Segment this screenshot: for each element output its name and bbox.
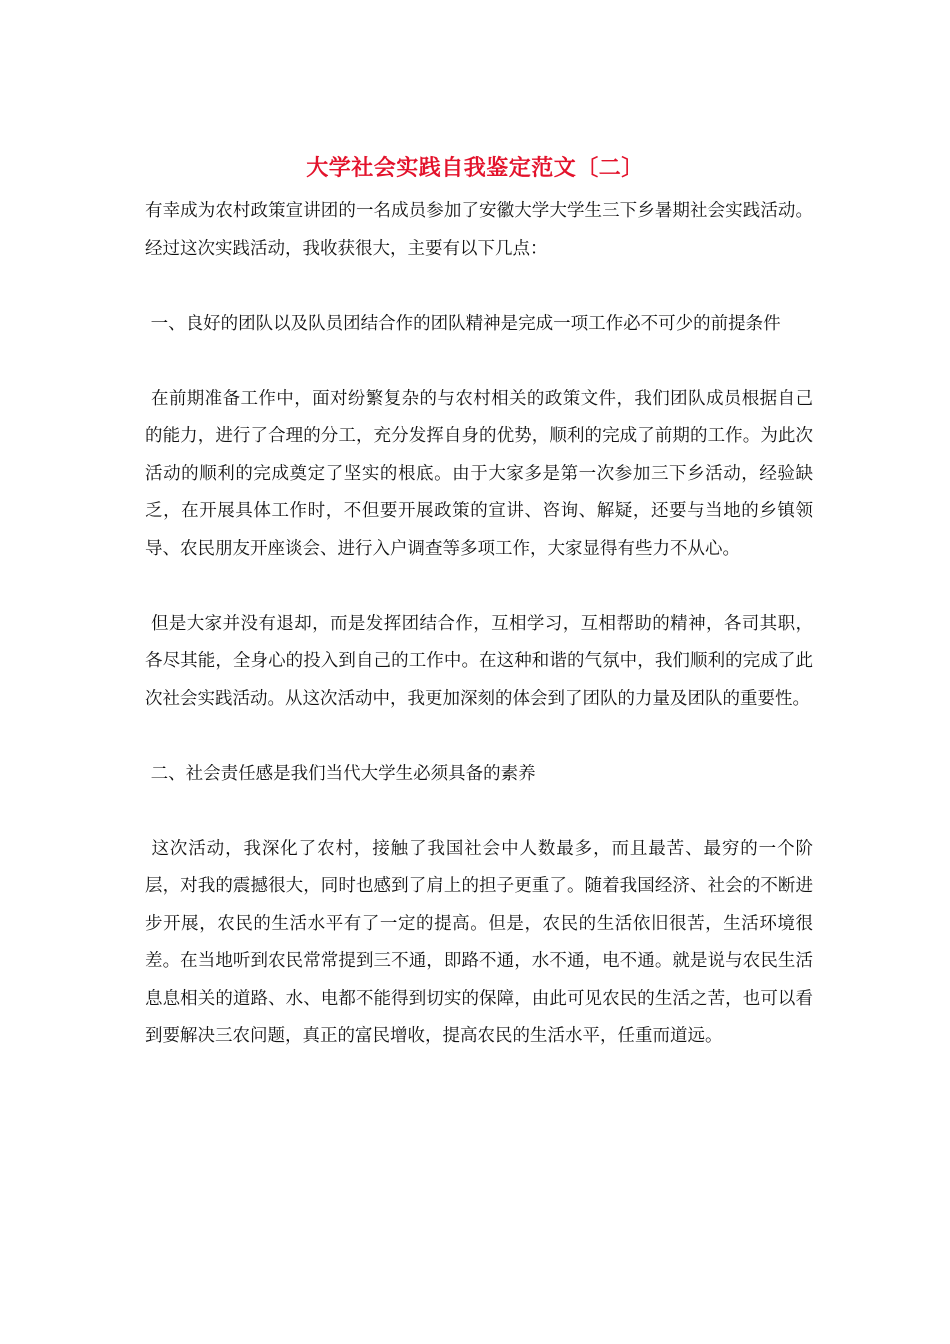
heading-section-two: 二、社会责任感是我们当代大学生必须具备的素养 bbox=[145, 763, 536, 784]
paragraph-gap bbox=[145, 343, 813, 381]
paragraph-preparation: 在前期准备工作中，面对纷繁复杂的与农村相关的政策文件，我们团队成员根据自己的能力，进行了合理的分工，充分发挥自身的优势，顺利的完成了前期的工作。为此次活动的顺利的完成奠定了坚实的根底。由于大家多是第一次参加三下乡活动，经验缺乏，在开展具体工作时，不但要开展政策的宣讲、咨询、解疑，还要与当地的乡镇领导、农民朋友开座谈会、进行入户调查等多项工作，大家显得有些力不从心。 bbox=[145, 388, 813, 559]
paragraph-teamwork: 但是大家并没有退却，而是发挥团结合作，互相学习，互相帮助的精神，各司其职，各尽其能，全身心的投入到自己的工作中。在这种和谐的气氛中，我们顺利的完成了此次社会实践活动。从这次活动中，我更加深刻的体会到了团队的力量及团队的重要性。 bbox=[145, 613, 813, 709]
paragraph-intro: 有幸成为农村政策宣讲团的一名成员参加了安徽大学大学生三下乡暑期社会实践活动。经过这次实践活动，我收获很大，主要有以下几点： bbox=[145, 201, 813, 259]
paragraph-gap bbox=[145, 718, 813, 756]
paragraph-gap bbox=[145, 268, 813, 306]
paragraph-gap bbox=[145, 568, 813, 606]
paragraph-gap bbox=[145, 793, 813, 831]
document-title: 大学社会实践自我鉴定范文〔二〕 bbox=[306, 155, 644, 181]
heading-section-one: 一、良好的团队以及队员团结合作的团队精神是完成一项工作必不可少的前提条件 bbox=[145, 313, 781, 334]
paragraph-responsibility: 这次活动，我深化了农村，接触了我国社会中人数最多，而且最苦、最穷的一个阶层，对我的震撼很大，同时也感到了肩上的担子更重了。随着我国经济、社会的不断进步开展，农民的生活水平有了一定的提高。但是，农民的生活依旧很苦，生活环境很差。在当地听到农民常常提到三不通，即路不通，水不通，电不通。就是说与农民生活息息相关的道路、水、电都不能得到切实的保障，由此可见农民的生活之苦，也可以看到要解决三农问题，真正的富民增收，提高农民的生活水平，任重而道远。 bbox=[145, 838, 813, 1046]
document-body bbox=[145, 193, 813, 1056]
